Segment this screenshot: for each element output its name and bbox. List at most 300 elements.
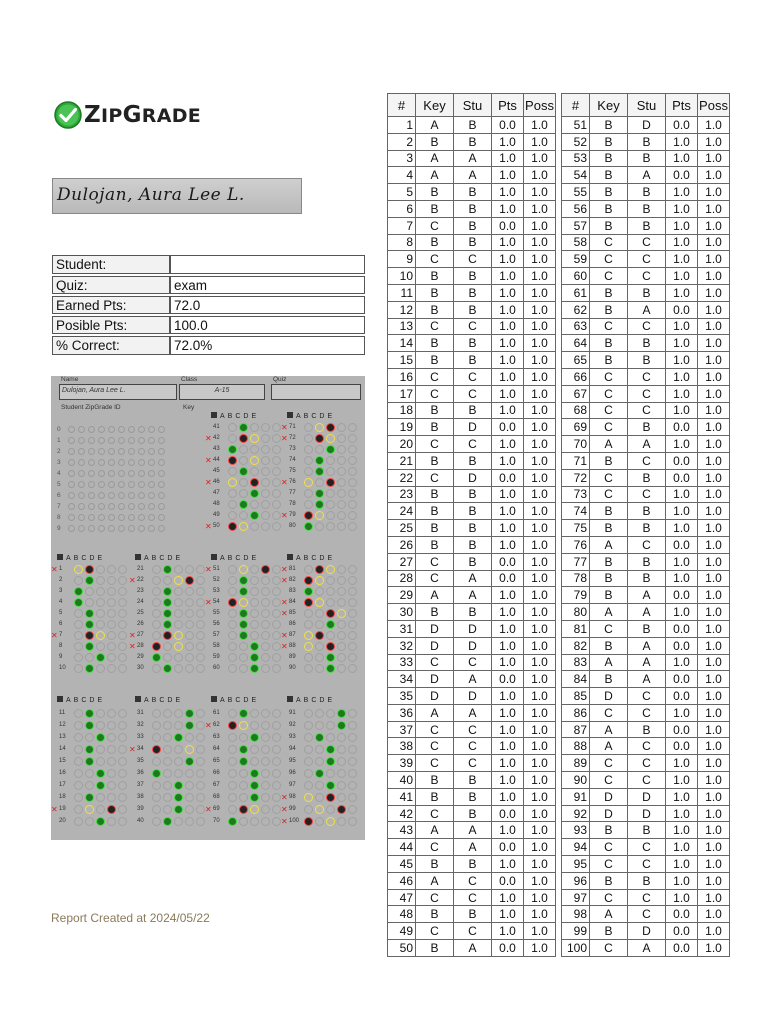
key-answer: C — [590, 385, 628, 402]
answer-bubble — [315, 757, 324, 766]
answer-bubble — [304, 631, 313, 640]
wrong-mark-icon: ✕ — [281, 422, 288, 432]
points-possible: 1.0 — [698, 217, 730, 234]
id-digit: 4 — [57, 470, 61, 477]
answer-bubble — [163, 598, 172, 607]
sheet-question-number: 70 — [213, 818, 220, 824]
points-earned: 1.0 — [492, 436, 524, 453]
points-possible: 1.0 — [698, 234, 730, 251]
sheet-question-row — [205, 466, 281, 476]
points-possible: 1.0 — [698, 520, 730, 537]
points-earned: 1.0 — [492, 604, 524, 621]
grade-row — [388, 570, 556, 587]
points-earned: 1.0 — [492, 335, 524, 352]
sheet-question-row — [205, 816, 281, 826]
grade-row — [388, 872, 556, 889]
points-earned: 0.0 — [666, 117, 698, 134]
answer-bubble — [107, 793, 116, 802]
question-number: 14 — [388, 335, 416, 352]
answer-bubble — [85, 653, 94, 662]
answer-bubble — [85, 817, 94, 826]
summary-value — [170, 255, 365, 275]
answer-bubble — [315, 467, 324, 476]
grade-row — [562, 352, 730, 369]
answer-bubble — [315, 781, 324, 790]
wrong-mark-icon: ✕ — [205, 597, 212, 607]
points-possible: 1.0 — [524, 872, 556, 889]
key-answer: B — [416, 856, 454, 873]
answer-bubble — [74, 576, 83, 585]
key-answer: A — [416, 704, 454, 721]
points-earned: 1.0 — [666, 402, 698, 419]
answer-bubble — [348, 434, 357, 443]
points-possible: 1.0 — [524, 940, 556, 957]
id-bubble — [108, 448, 115, 455]
sheet-question-number: 58 — [213, 643, 220, 649]
id-bubble — [108, 459, 115, 466]
id-bubble — [118, 437, 125, 444]
handwritten-name-image: Dulojan, Aura Lee L. — [52, 178, 302, 214]
points-possible: 1.0 — [524, 620, 556, 637]
question-number: 57 — [562, 217, 590, 234]
answer-bubble — [196, 793, 205, 802]
student-answer: C — [454, 436, 492, 453]
sheet-question-number: 69 — [213, 806, 220, 812]
grade-row — [562, 520, 730, 537]
points-possible: 1.0 — [524, 251, 556, 268]
question-number: 19 — [388, 419, 416, 436]
answer-bubble — [107, 587, 116, 596]
points-earned: 1.0 — [492, 923, 524, 940]
id-digit: 3 — [57, 459, 61, 466]
answer-bubble — [272, 489, 281, 498]
id-bubble — [158, 448, 165, 455]
answer-bubble — [239, 511, 248, 520]
id-bubble — [68, 470, 75, 477]
answer-bubble — [337, 653, 346, 662]
id-bubble — [98, 503, 105, 510]
question-number: 28 — [388, 570, 416, 587]
wrong-mark-icon: ✕ — [281, 575, 288, 585]
key-answer: D — [590, 688, 628, 705]
bubble-column-header: ABCDE — [211, 696, 259, 704]
id-bubble — [138, 481, 145, 488]
answer-bubble — [107, 631, 116, 640]
student-answer: A — [628, 587, 666, 604]
id-bubble — [138, 492, 145, 499]
points-possible: 1.0 — [698, 469, 730, 486]
question-number: 93 — [562, 822, 590, 839]
sheet-question-number: 93 — [289, 734, 296, 740]
student-answer: D — [454, 688, 492, 705]
summary-row — [52, 295, 365, 315]
answer-bubble — [85, 609, 94, 618]
points-earned: 1.0 — [492, 856, 524, 873]
answer-bubble — [185, 620, 194, 629]
id-bubble — [68, 492, 75, 499]
answer-bubble — [315, 478, 324, 487]
answer-bubble — [337, 467, 346, 476]
key-answer: A — [590, 654, 628, 671]
grade-table-51-100 — [561, 93, 730, 957]
id-bubble — [158, 426, 165, 433]
answer-bubble — [85, 620, 94, 629]
question-number: 30 — [388, 604, 416, 621]
answer-bubble — [185, 757, 194, 766]
student-answer: B — [454, 788, 492, 805]
grade-table-1-50 — [387, 93, 556, 957]
id-bubble — [128, 437, 135, 444]
answer-bubble — [239, 522, 248, 531]
student-answer: C — [454, 889, 492, 906]
answer-bubble — [174, 609, 183, 618]
grade-row — [388, 167, 556, 184]
question-number: 37 — [388, 721, 416, 738]
key-answer: A — [590, 738, 628, 755]
id-bubble — [108, 437, 115, 444]
grade-row — [388, 150, 556, 167]
sheet-question-number: 8 — [59, 643, 63, 649]
points-possible: 1.0 — [698, 604, 730, 621]
answer-bubble — [118, 709, 127, 718]
key-answer: B — [416, 788, 454, 805]
sheet-question-number: 33 — [137, 734, 144, 740]
key-answer: A — [416, 150, 454, 167]
answer-bubble — [261, 721, 270, 730]
question-number: 6 — [388, 200, 416, 217]
points-earned: 0.0 — [666, 738, 698, 755]
student-answer: C — [628, 906, 666, 923]
sheet-question-number: 29 — [137, 654, 144, 660]
points-possible: 1.0 — [698, 402, 730, 419]
answer-bubble — [261, 620, 270, 629]
sheet-question-number: 11 — [59, 710, 66, 716]
question-number: 74 — [562, 503, 590, 520]
answer-bubble — [337, 500, 346, 509]
answer-bubble — [261, 522, 270, 531]
answer-bubble — [239, 653, 248, 662]
points-possible: 1.0 — [698, 704, 730, 721]
student-answer: B — [628, 620, 666, 637]
sheet-question-row — [281, 792, 357, 802]
id-bubble — [138, 470, 145, 477]
question-number: 41 — [388, 788, 416, 805]
key-answer: A — [590, 436, 628, 453]
points-possible: 1.0 — [698, 419, 730, 436]
points-earned: 0.0 — [666, 906, 698, 923]
answer-bubble — [185, 587, 194, 596]
answer-bubble — [315, 642, 324, 651]
id-bubble — [68, 426, 75, 433]
answer-bubble — [118, 733, 127, 742]
wrong-mark-icon: ✕ — [205, 477, 212, 487]
student-answer: B — [628, 503, 666, 520]
answer-bubble — [304, 709, 313, 718]
answer-bubble — [174, 642, 183, 651]
answer-bubble — [185, 817, 194, 826]
answer-bubble — [107, 664, 116, 673]
answer-bubble — [326, 664, 335, 673]
key-answer: B — [590, 503, 628, 520]
answer-bubble — [118, 587, 127, 596]
answer-bubble — [326, 598, 335, 607]
wrong-mark-icon: ✕ — [129, 575, 136, 585]
key-answer: B — [590, 553, 628, 570]
answer-bubble — [326, 817, 335, 826]
answer-bubble — [250, 769, 259, 778]
student-answer: A — [628, 167, 666, 184]
id-bubble — [98, 437, 105, 444]
sheet-question-row — [205, 586, 281, 596]
sheet-class-label: Class — [181, 376, 198, 383]
key-answer: C — [416, 889, 454, 906]
points-possible: 1.0 — [698, 436, 730, 453]
sheet-question-number: 97 — [289, 782, 296, 788]
wrong-mark-icon: ✕ — [205, 804, 212, 814]
points-earned: 1.0 — [492, 788, 524, 805]
grade-row — [388, 755, 556, 772]
answer-bubble — [272, 793, 281, 802]
sheet-question-number: 95 — [289, 758, 296, 764]
points-earned: 0.0 — [666, 452, 698, 469]
question-number: 9 — [388, 251, 416, 268]
answer-bubble — [96, 781, 105, 790]
answer-bubble — [272, 664, 281, 673]
points-possible: 1.0 — [698, 133, 730, 150]
answer-bubble — [304, 664, 313, 673]
grade-row — [562, 671, 730, 688]
points-possible: 1.0 — [524, 150, 556, 167]
id-bubble — [88, 514, 95, 521]
answer-bubble — [261, 745, 270, 754]
answer-bubble — [261, 642, 270, 651]
question-number: 95 — [562, 856, 590, 873]
sheet-question-row — [129, 720, 205, 730]
answer-bubble — [85, 733, 94, 742]
points-earned: 1.0 — [492, 268, 524, 285]
sheet-question-row — [205, 744, 281, 754]
sheet-question-number: 71 — [289, 424, 296, 430]
student-answer: C — [628, 385, 666, 402]
wrong-mark-icon: ✕ — [281, 477, 288, 487]
key-answer: B — [590, 872, 628, 889]
sheet-question-number: 1 — [59, 566, 63, 572]
points-earned: 1.0 — [492, 536, 524, 553]
answer-bubble — [228, 467, 237, 476]
key-answer: B — [590, 301, 628, 318]
key-answer: B — [416, 184, 454, 201]
points-possible: 1.0 — [524, 486, 556, 503]
points-earned: 1.0 — [492, 368, 524, 385]
grade-row — [388, 671, 556, 688]
answer-bubble — [261, 805, 270, 814]
points-earned: 1.0 — [666, 335, 698, 352]
answer-bubble — [163, 664, 172, 673]
answer-bubble — [261, 423, 270, 432]
answer-bubble — [337, 598, 346, 607]
bubble-column-header: ABCDE — [135, 554, 183, 562]
grade-row — [388, 604, 556, 621]
student-answer: B — [628, 284, 666, 301]
key-answer: B — [416, 133, 454, 150]
key-answer: B — [590, 184, 628, 201]
student-answer: B — [454, 301, 492, 318]
answer-bubble — [107, 721, 116, 730]
id-bubble — [78, 503, 85, 510]
sheet-question-row — [51, 608, 127, 618]
bubble-column-header: ABCDE — [287, 696, 335, 704]
question-number: 68 — [562, 402, 590, 419]
answer-bubble — [326, 478, 335, 487]
column-header: Stu — [454, 94, 492, 117]
sheet-question-row — [281, 575, 357, 585]
points-possible: 1.0 — [698, 587, 730, 604]
student-answer: C — [454, 923, 492, 940]
sheet-question-row — [205, 768, 281, 778]
answer-bubble — [272, 587, 281, 596]
answer-bubble — [174, 587, 183, 596]
grade-row — [562, 906, 730, 923]
answer-bubble — [74, 565, 83, 574]
sheet-question-number: 15 — [59, 758, 66, 764]
sheet-question-number: 12 — [59, 722, 66, 728]
sheet-question-number: 22 — [137, 577, 144, 583]
answer-bubble — [96, 620, 105, 629]
grade-row — [562, 385, 730, 402]
answer-bubble — [304, 587, 313, 596]
sheet-question-row — [51, 630, 127, 640]
points-earned: 1.0 — [492, 738, 524, 755]
id-bubble — [78, 470, 85, 477]
student-answer: C — [628, 318, 666, 335]
id-bubble-row — [57, 481, 165, 488]
grade-row — [388, 402, 556, 419]
answer-bubble — [185, 805, 194, 814]
sheet-question-number: 94 — [289, 746, 296, 752]
answer-bubble — [152, 609, 161, 618]
key-answer: A — [416, 822, 454, 839]
student-answer: C — [628, 268, 666, 285]
answer-bubble — [315, 721, 324, 730]
points-possible: 1.0 — [524, 604, 556, 621]
grade-header-row — [562, 94, 730, 117]
wrong-mark-icon: ✕ — [205, 521, 212, 531]
answer-bubble — [239, 805, 248, 814]
points-possible: 1.0 — [698, 117, 730, 134]
answer-bubble — [239, 664, 248, 673]
points-earned: 1.0 — [666, 486, 698, 503]
answer-bubble — [337, 609, 346, 618]
sheet-question-row — [281, 708, 357, 718]
grade-row — [388, 503, 556, 520]
key-answer: B — [590, 822, 628, 839]
answer-bubble — [239, 489, 248, 498]
points-earned: 1.0 — [666, 889, 698, 906]
answer-bubble — [74, 620, 83, 629]
question-number: 15 — [388, 352, 416, 369]
id-bubble — [118, 470, 125, 477]
key-answer: B — [590, 637, 628, 654]
answer-bubble — [228, 609, 237, 618]
points-earned: 1.0 — [492, 251, 524, 268]
key-answer: B — [416, 234, 454, 251]
student-answer: B — [454, 117, 492, 134]
id-bubble — [78, 525, 85, 532]
student-answer: B — [628, 352, 666, 369]
sheet-question-row — [281, 619, 357, 629]
points-earned: 1.0 — [666, 251, 698, 268]
answer-bubble — [96, 598, 105, 607]
student-answer: D — [454, 637, 492, 654]
sheet-question-number: 49 — [213, 512, 220, 518]
student-answer: A — [454, 150, 492, 167]
student-answer: C — [454, 318, 492, 335]
points-earned: 1.0 — [492, 721, 524, 738]
answer-bubble — [196, 745, 205, 754]
answer-bubble — [174, 664, 183, 673]
answer-bubble — [174, 653, 183, 662]
answer-bubble — [348, 769, 357, 778]
report-created-text: Report Created at 2024/05/22 — [51, 911, 210, 925]
sheet-question-row — [129, 619, 205, 629]
question-number: 55 — [562, 184, 590, 201]
answer-bubble — [74, 664, 83, 673]
id-bubble — [98, 481, 105, 488]
sheet-question-row — [205, 756, 281, 766]
student-answer: B — [454, 604, 492, 621]
answer-bubble — [337, 489, 346, 498]
answer-bubble — [272, 620, 281, 629]
sheet-question-row — [281, 608, 357, 618]
id-bubble — [158, 514, 165, 521]
answer-bubble — [250, 478, 259, 487]
answer-bubble — [250, 733, 259, 742]
id-bubble — [158, 470, 165, 477]
question-number: 70 — [562, 436, 590, 453]
points-possible: 1.0 — [524, 520, 556, 537]
points-earned: 1.0 — [492, 755, 524, 772]
answer-bubble — [348, 793, 357, 802]
points-earned: 1.0 — [666, 755, 698, 772]
points-possible: 1.0 — [698, 251, 730, 268]
points-earned: 1.0 — [492, 318, 524, 335]
grade-row — [388, 889, 556, 906]
answer-bubble — [239, 709, 248, 718]
key-answer: B — [590, 217, 628, 234]
id-bubble — [88, 448, 95, 455]
question-number: 81 — [562, 620, 590, 637]
points-possible: 1.0 — [698, 284, 730, 301]
id-bubble-row — [57, 525, 165, 532]
answer-bubble — [174, 793, 183, 802]
grade-row — [562, 469, 730, 486]
answer-bubble — [228, 757, 237, 766]
answer-bubble — [74, 721, 83, 730]
student-answer: A — [454, 839, 492, 856]
answer-bubble — [74, 757, 83, 766]
answer-bubble — [163, 631, 172, 640]
points-earned: 1.0 — [666, 503, 698, 520]
answer-bubble — [348, 709, 357, 718]
question-number: 59 — [562, 251, 590, 268]
wrong-mark-icon: ✕ — [281, 608, 288, 618]
grade-row — [562, 301, 730, 318]
sheet-question-number: 32 — [137, 722, 144, 728]
question-number: 64 — [562, 335, 590, 352]
student-answer: B — [454, 553, 492, 570]
question-number: 91 — [562, 788, 590, 805]
key-answer: B — [590, 923, 628, 940]
